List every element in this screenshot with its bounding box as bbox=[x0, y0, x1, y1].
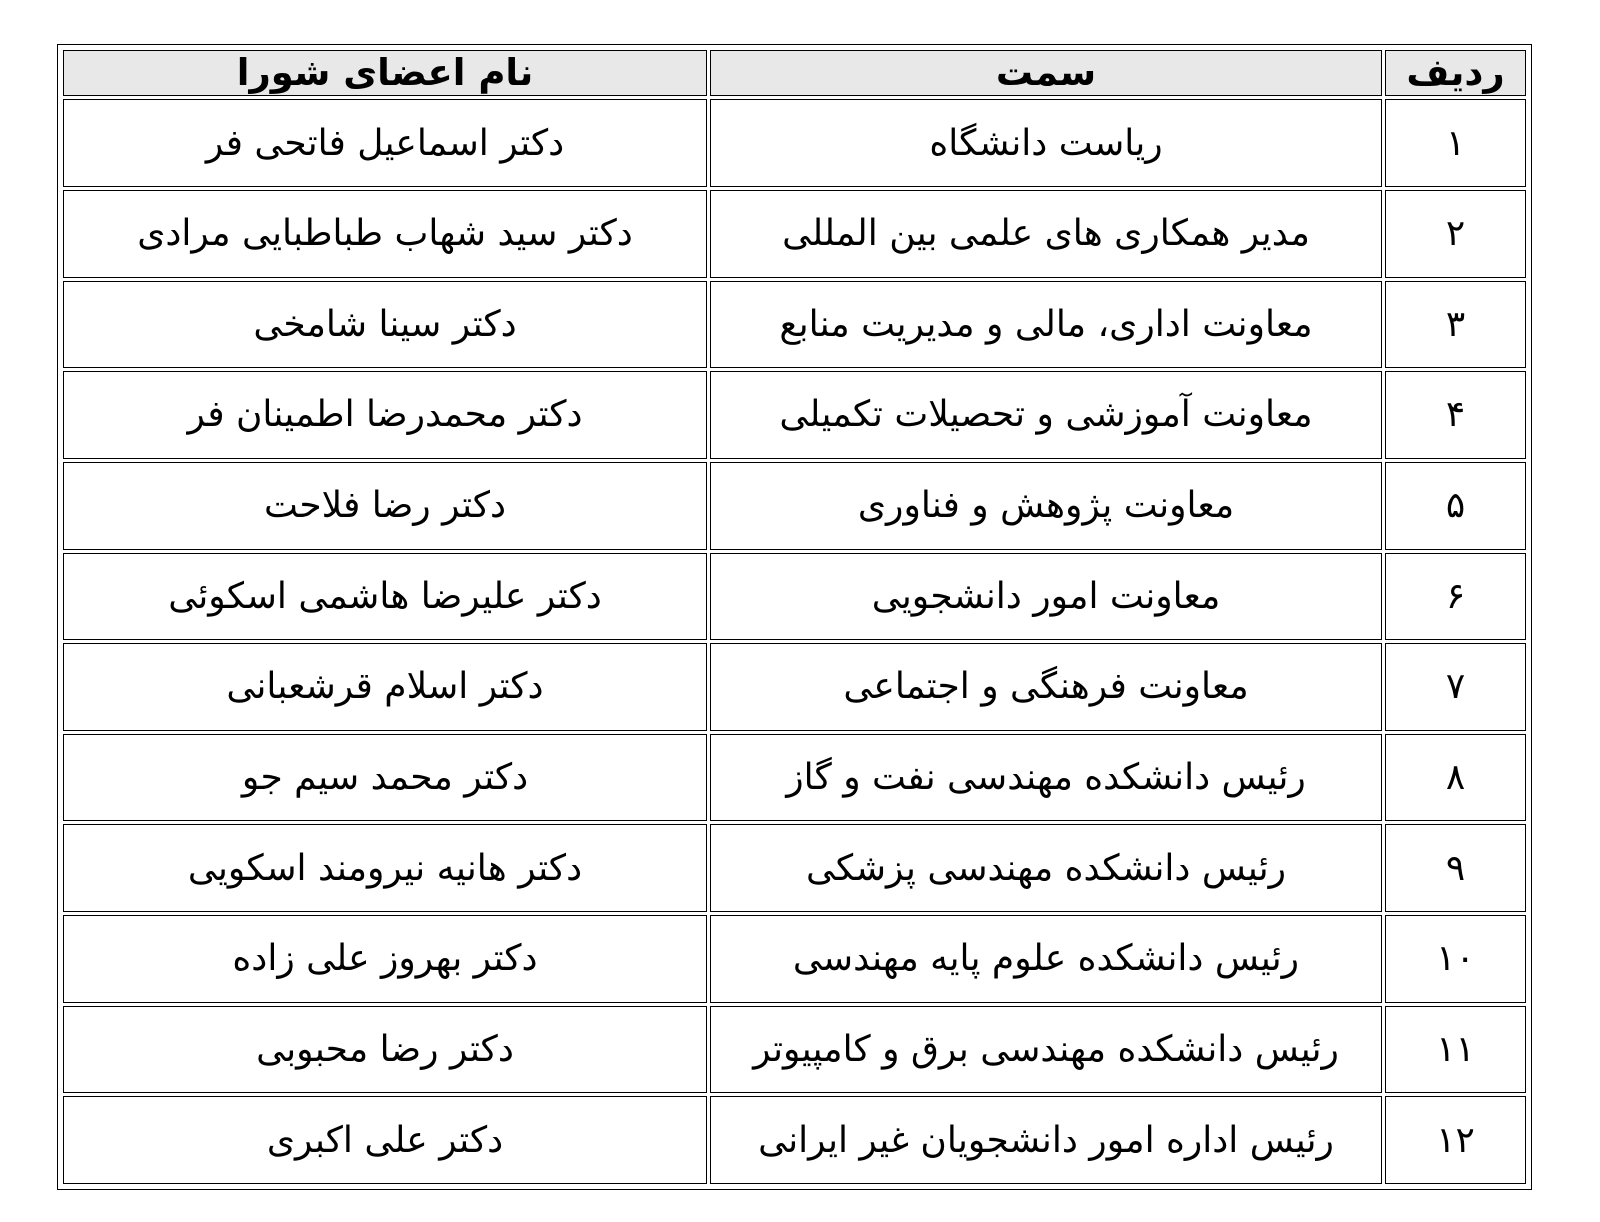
member-name-cell: دکتر محمد سیم جو bbox=[63, 734, 707, 822]
position-cell: رئیس اداره امور دانشجویان غیر ایرانی bbox=[710, 1096, 1382, 1184]
member-name-cell: دکتر سید شهاب طباطبایی مرادی bbox=[63, 190, 707, 278]
position-cell: معاونت اداری، مالی و مدیریت منابع bbox=[710, 281, 1382, 369]
table-row bbox=[63, 1096, 1526, 1184]
row-number: ۷ bbox=[1385, 643, 1526, 731]
row-number: ۱۱ bbox=[1385, 1006, 1526, 1094]
member-name-cell: دکتر رضا فلاحت bbox=[63, 462, 707, 550]
table-row bbox=[63, 281, 1526, 369]
position-cell: ریاست دانشگاه bbox=[710, 99, 1382, 187]
member-name-cell: دکتر اسماعیل فاتحی فر bbox=[63, 99, 707, 187]
position-cell: معاونت آموزشی و تحصیلات تکمیلی bbox=[710, 371, 1382, 459]
table-row bbox=[63, 824, 1526, 912]
table-row bbox=[63, 1006, 1526, 1094]
member-name-cell: دکتر علیرضا هاشمی اسکوئی bbox=[63, 553, 707, 641]
row-number: ۳ bbox=[1385, 281, 1526, 369]
position-cell: مدیر همکاری های علمی بین المللی bbox=[710, 190, 1382, 278]
table-row bbox=[63, 371, 1526, 459]
member-name-cell: دکتر علی اکبری bbox=[63, 1096, 707, 1184]
row-number: ۲ bbox=[1385, 190, 1526, 278]
member-name-cell: دکتر اسلام قرشعبانی bbox=[63, 643, 707, 731]
header-position: سمت bbox=[710, 50, 1382, 96]
position-cell: رئیس دانشکده مهندسی برق و کامپیوتر bbox=[710, 1006, 1382, 1094]
row-number: ۱ bbox=[1385, 99, 1526, 187]
header-row bbox=[63, 50, 1526, 96]
position-cell: معاونت پژوهش و فناوری bbox=[710, 462, 1382, 550]
row-number: ۱۰ bbox=[1385, 915, 1526, 1003]
member-name-cell: دکتر سینا شامخی bbox=[63, 281, 707, 369]
position-cell: رئیس دانشکده مهندسی نفت و گاز bbox=[710, 734, 1382, 822]
row-number: ۸ bbox=[1385, 734, 1526, 822]
member-name-cell: دکتر رضا محبوبی bbox=[63, 1006, 707, 1094]
table bbox=[60, 47, 1529, 1187]
table-row bbox=[63, 462, 1526, 550]
header-member-name: نام اعضای شورا bbox=[63, 50, 707, 96]
member-name-cell: دکتر هانیه نیرومند اسکویی bbox=[63, 824, 707, 912]
position-cell: رئیس دانشکده علوم پایه مهندسی bbox=[710, 915, 1382, 1003]
table-row bbox=[63, 99, 1526, 187]
table-row bbox=[63, 190, 1526, 278]
row-number: ۹ bbox=[1385, 824, 1526, 912]
position-cell: معاونت فرهنگی و اجتماعی bbox=[710, 643, 1382, 731]
header-row-number: ردیف bbox=[1385, 50, 1526, 96]
position-cell: رئیس دانشکده مهندسی پزشکی bbox=[710, 824, 1382, 912]
row-number: ۶ bbox=[1385, 553, 1526, 641]
table-row bbox=[63, 915, 1526, 1003]
table-row bbox=[63, 643, 1526, 731]
row-number: ۵ bbox=[1385, 462, 1526, 550]
member-name-cell: دکتر بهروز علی زاده bbox=[63, 915, 707, 1003]
member-name-cell: دکتر محمدرضا اطمینان فر bbox=[63, 371, 707, 459]
table-row bbox=[63, 553, 1526, 641]
table-row bbox=[63, 734, 1526, 822]
position-cell: معاونت امور دانشجویی bbox=[710, 553, 1382, 641]
row-number: ۴ bbox=[1385, 371, 1526, 459]
row-number: ۱۲ bbox=[1385, 1096, 1526, 1184]
council-members-table bbox=[57, 44, 1532, 1190]
